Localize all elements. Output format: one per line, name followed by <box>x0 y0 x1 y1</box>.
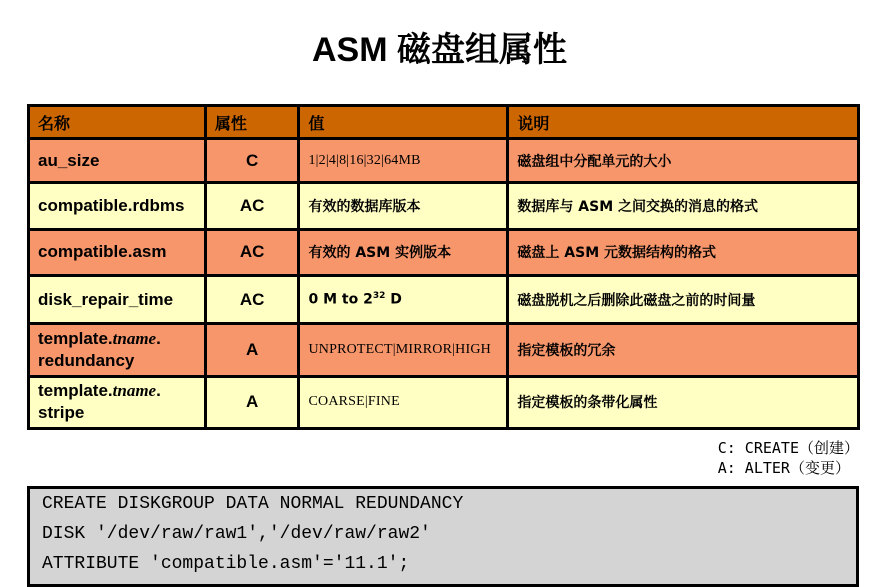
table-row <box>29 183 859 229</box>
cell-attr: AC <box>205 183 299 229</box>
cell-name <box>29 376 206 428</box>
cell-value: UNPROTECT|MIRROR|HIGH <box>299 324 508 376</box>
code-line: DISK '/dev/raw/raw1','/dev/raw/raw2' <box>42 524 431 544</box>
cell-value: COARSE|FINE <box>299 376 508 428</box>
cell-value <box>299 276 508 324</box>
value-prefix: 0 M to 2 <box>308 292 373 308</box>
cell-name: compatible.rdbms <box>29 183 206 229</box>
header-attr: 属性 <box>205 106 299 139</box>
legend-create: C: CREATE（创建） <box>717 439 859 457</box>
table-row <box>29 139 859 183</box>
cell-value: 1|2|4|8|16|32|64MB <box>299 139 508 183</box>
cell-name: compatible.asm <box>29 229 206 275</box>
page-title: ASM 磁盘组属性 <box>312 31 567 69</box>
cell-attr: C <box>205 139 299 183</box>
cell-name <box>29 324 206 376</box>
code-line: CREATE DISKGROUP DATA NORMAL REDUNDANCY <box>42 494 464 514</box>
cell-attr: A <box>205 324 299 376</box>
code-example <box>27 486 859 587</box>
value-exponent: 32 <box>372 291 386 302</box>
cell-desc: 磁盘上 ASM 元数据结构的格式 <box>508 229 859 275</box>
cell-name: disk_repair_time <box>29 276 206 324</box>
cell-value: 有效的 ASM 实例版本 <box>299 229 508 275</box>
name-suffix: stripe <box>38 403 85 423</box>
value-suffix: D <box>385 292 402 308</box>
cell-desc: 磁盘脱机之后删除此磁盘之前的时间量 <box>508 276 859 324</box>
name-prefix: template. <box>38 381 113 401</box>
name-prefix: template. <box>38 328 113 348</box>
table-row <box>29 324 859 376</box>
cell-desc: 数据库与 ASM 之间交换的消息的格式 <box>508 183 859 229</box>
cell-desc: 指定模板的条带化属性 <box>508 376 859 428</box>
name-dot: . <box>156 328 161 348</box>
table-header-row <box>29 106 859 139</box>
name-dot: . <box>156 381 161 401</box>
cell-desc: 磁盘组中分配单元的大小 <box>508 139 859 183</box>
cell-attr: AC <box>205 229 299 275</box>
table-row <box>29 229 859 275</box>
cell-value: 有效的数据库版本 <box>299 183 508 229</box>
legend <box>718 438 859 478</box>
header-value: 值 <box>299 106 508 139</box>
cell-name: au_size <box>29 139 206 183</box>
cell-attr: AC <box>205 276 299 324</box>
header-name: 名称 <box>29 106 206 139</box>
cell-desc: 指定模板的冗余 <box>508 324 859 376</box>
table-row <box>29 376 859 428</box>
cell-attr: A <box>205 376 299 428</box>
code-line: ATTRIBUTE 'compatible.asm'='11.1'; <box>42 554 410 574</box>
table-row <box>29 276 859 324</box>
name-italic: tname <box>112 328 157 348</box>
legend-alter: A: ALTER（变更） <box>717 459 850 477</box>
name-italic: tname <box>112 381 157 401</box>
attributes-table <box>27 104 860 430</box>
name-suffix: redundancy <box>38 350 135 370</box>
header-desc: 说明 <box>508 106 859 139</box>
